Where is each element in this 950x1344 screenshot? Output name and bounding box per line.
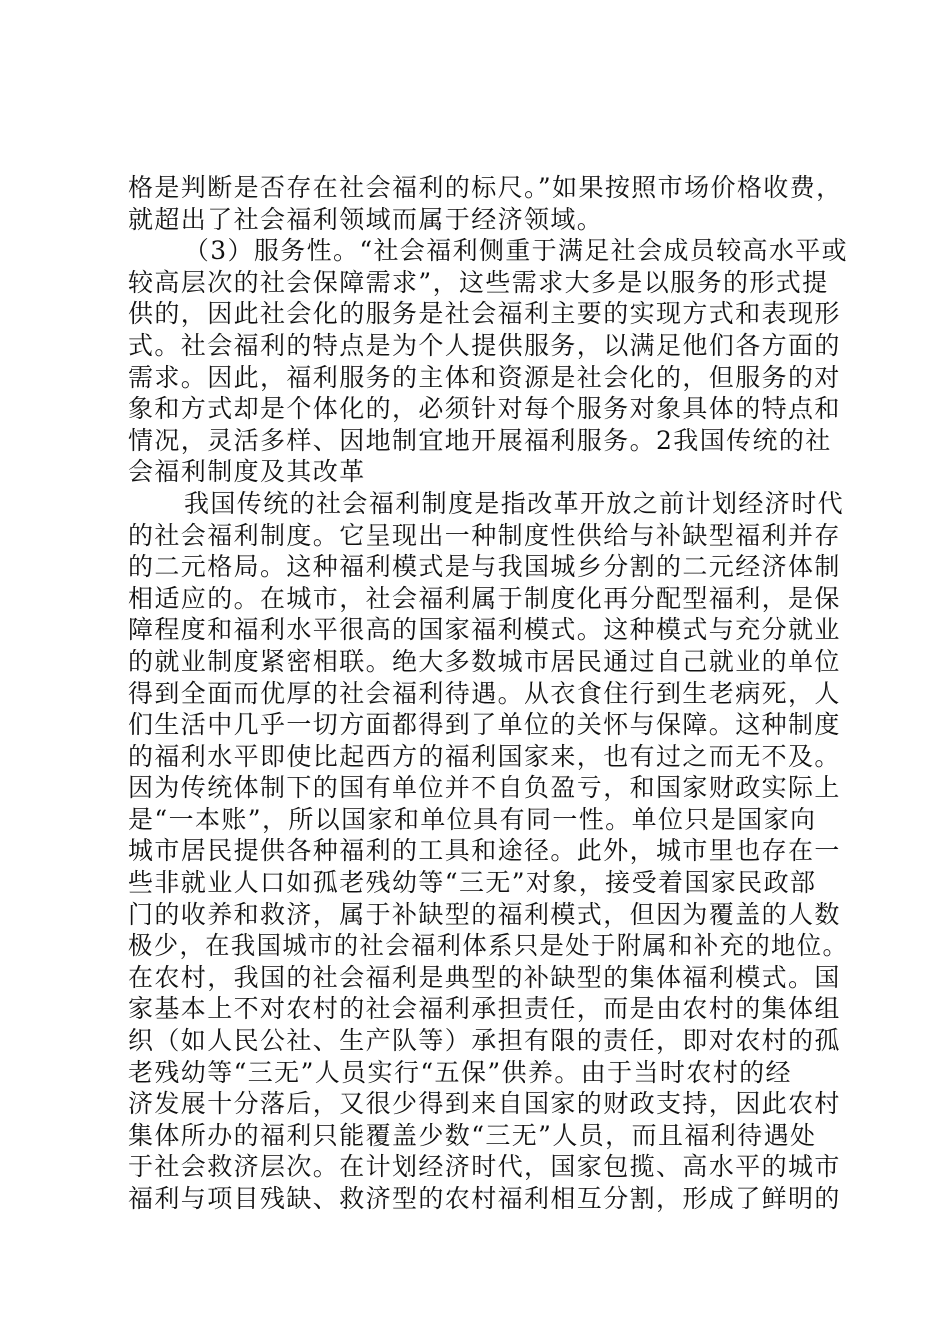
text-line: 福利与项目残缺、救济型的农村福利相互分割，形成了鲜明的 <box>128 1184 841 1213</box>
text-line: 相适应的。在城市，社会福利属于制度化再分配型福利，是保 <box>128 583 841 613</box>
text-line: 城市居民提供各种福利的工具和途径。此外，城市里也存在一 <box>128 836 841 866</box>
text-line: 因为传统体制下的国有单位并不自负盈亏，和国家财政实际上 <box>128 773 841 803</box>
text-line: 需求。因此，福利服务的主体和资源是社会化的，但服务的对 <box>128 362 841 392</box>
text-line: 些非就业人口如孤老残幼等“三无”对象，接受着国家民政部 <box>128 868 817 898</box>
text-line: 家基本上不对农村的社会福利承担责任，而是由农村的集体组 <box>128 994 841 1024</box>
text-line: 供的，因此社会化的服务是社会福利主要的实现方式和表现形 <box>128 299 841 329</box>
text-line: 的福利水平即使比起西方的福利国家来，也有过之而无不及。 <box>128 741 841 771</box>
body-text <box>128 172 848 1215</box>
text-line: 障程度和福利水平很高的国家福利模式。这种模式与充分就业 <box>128 615 841 645</box>
text-line: 是“一本账”，所以国家和单位具有同一性。单位只是国家向 <box>128 804 817 834</box>
text-line: 式。社会福利的特点是为个人提供服务，以满足他们各方面的 <box>128 330 841 360</box>
text-line: 的就业制度紧密相联。绝大多数城市居民通过自己就业的单位 <box>128 646 841 676</box>
text-line: 织（如人民公社、生产队等）承担有限的责任，即对农村的孤 <box>128 1026 841 1056</box>
text-line: 得到全面而优厚的社会福利待遇。从衣食住行到生老病死，人 <box>128 678 841 708</box>
text-line: 极少，在我国城市的社会福利体系只是处于附属和补充的地位。 <box>128 931 849 961</box>
text-line: 会福利制度及其改革 <box>128 457 366 487</box>
text-line: 的社会福利制度。它呈现出一种制度性供给与补缺型福利并存 <box>128 520 841 550</box>
text-line: 格是判断是否存在社会福利的标尺。”如果按照市场价格收费， <box>128 173 843 202</box>
text-line: 较高层次的社会保障需求”，这些需求大多是以服务的形式提 <box>128 267 829 297</box>
text-line: （3）服务性。“社会福利侧重于满足社会成员较高水平或 <box>183 236 849 266</box>
text-line: 就超出了社会福利领域而属于经济领域。 <box>128 204 604 234</box>
text-line: 老残幼等“三无”人员实行“五保”供养。由于当时农村的经 <box>128 1057 792 1087</box>
text-line: 门的收养和救济，属于补缺型的福利模式，但因为覆盖的人数 <box>128 899 841 929</box>
text-line: 济发展十分落后，又很少得到来自国家的财政支持，因此农村 <box>128 1089 841 1119</box>
text-line: 的二元格局。这种福利模式是与我国城乡分割的二元经济体制 <box>128 552 841 582</box>
text-line: 象和方式却是个体化的，必须针对每个服务对象具体的特点和 <box>128 394 841 424</box>
text-line: 我国传统的社会福利制度是指改革开放之前计划经济时代 <box>184 488 845 518</box>
text-line: 集体所办的福利只能覆盖少数“三无”人员，而且福利待遇处 <box>128 1120 817 1150</box>
text-line: 在农村，我国的社会福利是典型的补缺型的集体福利模式。国 <box>128 962 841 992</box>
text-line: 情况，灵活多样、因地制宜地开展福利服务。2我国传统的社 <box>128 425 832 455</box>
text-line: 于社会救济层次。在计划经济时代，国家包揽、高水平的城市 <box>128 1152 841 1182</box>
text-line: 们生活中几乎一切方面都得到了单位的关怀与保障。这种制度 <box>128 710 841 740</box>
